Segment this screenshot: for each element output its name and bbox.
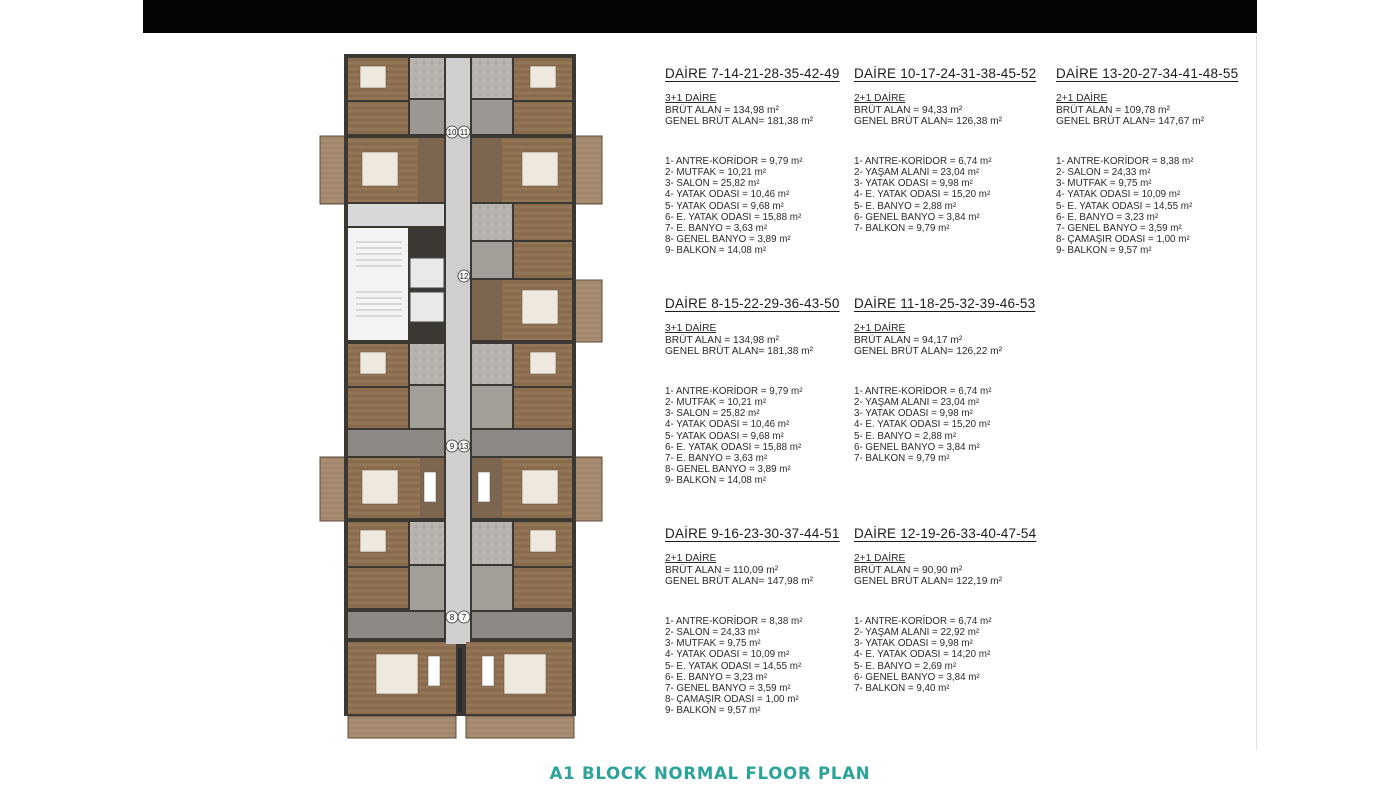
room-item: 8- ÇAMAŞIR ODASI = 1,00 m²	[1056, 234, 1190, 246]
unit-title: DAİRE 13-20-27-34-41-48-55	[1056, 66, 1239, 81]
room-item: 4- E. YATAK ODASI = 14,20 m²	[854, 649, 991, 661]
room-item: 3- YATAK ODASI = 9,98 m²	[854, 178, 973, 190]
room-item: 1- ANTRE-KORİDOR = 9,79 m²	[665, 385, 803, 397]
room-item: 3- MUTFAK = 9,75 m²	[1056, 178, 1152, 190]
room-item: 6- E. YATAK ODASI = 15,88 m²	[665, 441, 802, 453]
unit-title: DAİRE 9-16-23-30-37-44-51	[665, 526, 840, 541]
total-gross-area: GENEL BRÜT ALAN= 147,98 m²	[665, 576, 814, 588]
total-gross-area: GENEL BRÜT ALAN= 181,38 m²	[665, 116, 814, 128]
unit-type: 2+1 DAİRE	[1056, 93, 1108, 104]
unit-type: 2+1 DAİRE	[854, 553, 906, 564]
room-list	[854, 616, 1154, 694]
room-item: 5- E. BANYO = 2,88 m²	[854, 430, 957, 442]
room-item: 1- ANTRE-KORİDOR = 6,74 m²	[854, 385, 992, 397]
unit-marker-label: 8	[449, 613, 455, 622]
room-item: 9- BALKON = 14,08 m²	[665, 245, 767, 257]
unit-type: 2+1 DAİRE	[665, 553, 717, 564]
gross-area: BRÜT ALAN = 134,98 m²	[665, 334, 779, 346]
unit-marker-label: 9	[449, 442, 455, 451]
floor-plan-title: A1 BLOCK NORMAL FLOOR PLAN	[549, 764, 871, 783]
room-item: 6- GENEL BANYO = 3,84 m²	[854, 671, 980, 683]
gross-area: BRÜT ALAN = 134,98 m²	[665, 104, 779, 116]
unit-spec-block	[854, 526, 1154, 694]
room-item: 3- YATAK ODASI = 9,98 m²	[854, 638, 973, 650]
room-item: 6- GENEL BANYO = 3,84 m²	[854, 211, 980, 223]
room-item: 2- YAŞAM ALANI = 23,04 m²	[854, 166, 980, 178]
room-item: 4- E. YATAK ODASI = 15,20 m²	[854, 189, 991, 201]
room-item: 2- YAŞAM ALANI = 22,92 m²	[854, 626, 980, 638]
room-item: 5- E. BANYO = 2,69 m²	[854, 660, 957, 672]
unit-marker-label: 13	[459, 442, 469, 451]
gross-area: BRÜT ALAN = 90,90 m²	[854, 564, 963, 576]
room-item: 1- ANTRE-KORİDOR = 6,74 m²	[854, 615, 992, 627]
room-item: 3- SALON = 25,82 m²	[665, 408, 760, 420]
room-item: 9- BALKON = 9,57 m²	[665, 705, 761, 717]
room-item: 1- ANTRE-KORİDOR = 8,38 m²	[665, 615, 803, 627]
room-item: 6- E. YATAK ODASI = 15,88 m²	[665, 211, 802, 223]
room-item: 4- YATAK ODASI = 10,09 m²	[1056, 189, 1181, 201]
room-item: 6- GENEL BANYO = 3,84 m²	[854, 441, 980, 453]
gross-area: BRÜT ALAN = 109,78 m²	[1056, 104, 1170, 116]
unit-title: DAİRE 12-19-26-33-40-47-54	[854, 526, 1037, 541]
room-item: 4- YATAK ODASI = 10,09 m²	[665, 649, 790, 661]
room-item: 8- ÇAMAŞIR ODASI = 1,00 m²	[665, 694, 799, 706]
room-list	[854, 386, 1154, 464]
unit-title: DAİRE 8-15-22-29-36-43-50	[665, 296, 840, 311]
room-item: 7- GENEL BANYO = 3,59 m²	[665, 683, 791, 694]
room-item: 7- BALKON = 9,79 m²	[854, 453, 950, 464]
room-item: 3- MUTFAK = 9,75 m²	[665, 638, 761, 650]
room-item: 2- SALON = 24,33 m²	[1056, 166, 1151, 178]
room-list	[1056, 156, 1356, 257]
room-item: 6- E. BANYO = 3,23 m²	[1056, 211, 1159, 223]
room-item: 3- SALON = 25,82 m²	[665, 178, 760, 190]
gross-area: BRÜT ALAN = 94,33 m²	[854, 104, 963, 116]
unit-type: 2+1 DAİRE	[854, 323, 906, 334]
room-item: 7- BALKON = 9,40 m²	[854, 683, 950, 694]
room-item: 8- GENEL BANYO = 3,89 m²	[665, 234, 791, 246]
room-item: 6- E. BANYO = 3,23 m²	[665, 671, 768, 683]
room-item: 1- ANTRE-KORİDOR = 8,38 m²	[1056, 155, 1194, 167]
floor-plan-drawing	[318, 52, 604, 742]
total-gross-area: GENEL BRÜT ALAN= 126,22 m²	[854, 346, 1003, 358]
room-item: 4- YATAK ODASI = 10,46 m²	[665, 419, 790, 431]
total-gross-area: GENEL BRÜT ALAN= 126,38 m²	[854, 116, 1003, 128]
room-item: 5- E. YATAK ODASI = 14,55 m²	[665, 660, 802, 672]
room-item: 7- BALKON = 9,79 m²	[854, 223, 950, 234]
gross-area: BRÜT ALAN = 110,09 m²	[665, 564, 779, 576]
room-item: 3- YATAK ODASI = 9,98 m²	[854, 408, 973, 420]
room-item: 1- ANTRE-KORİDOR = 6,74 m²	[854, 155, 992, 167]
unit-spec-block	[854, 296, 1154, 464]
room-item: 2- SALON = 24,33 m²	[665, 626, 760, 638]
room-item: 8- GENEL BANYO = 3,89 m²	[665, 464, 791, 476]
unit-marker-label: 7	[461, 613, 467, 622]
floor-plan-svg	[318, 52, 604, 742]
room-item: 9- BALKON = 9,57 m²	[1056, 245, 1152, 257]
room-item: 4- E. YATAK ODASI = 15,20 m²	[854, 419, 991, 431]
unit-marker-label: 10	[447, 128, 457, 137]
room-item: 5- E. BANYO = 2,88 m²	[854, 200, 957, 212]
room-item: 5- E. YATAK ODASI = 14,55 m²	[1056, 200, 1193, 212]
gross-area: BRÜT ALAN = 94,17 m²	[854, 334, 963, 346]
top-black-bar	[143, 0, 1257, 33]
total-gross-area: GENEL BRÜT ALAN= 181,38 m²	[665, 346, 814, 358]
room-item: 7- GENEL BANYO = 3,59 m²	[1056, 223, 1182, 234]
room-item: 2- MUTFAK = 10,21 m²	[665, 166, 766, 178]
unit-marker-label: 12	[459, 272, 469, 281]
room-item: 7- E. BANYO = 3,63 m²	[665, 453, 768, 464]
room-item: 7- E. BANYO = 3,63 m²	[665, 223, 768, 234]
room-item: 9- BALKON = 14,08 m²	[665, 475, 767, 487]
room-item: 2- YAŞAM ALANI = 23,04 m²	[854, 396, 980, 408]
room-item: 4- YATAK ODASI = 10,46 m²	[665, 189, 790, 201]
unit-type: 3+1 DAİRE	[665, 93, 717, 104]
total-gross-area: GENEL BRÜT ALAN= 147,67 m²	[1056, 116, 1205, 128]
room-item: 5- YATAK ODASI = 9,68 m²	[665, 430, 784, 442]
unit-title: DAİRE 10-17-24-31-38-45-52	[854, 66, 1037, 81]
unit-title: DAİRE 11-18-25-32-39-46-53	[854, 296, 1036, 311]
room-item: 1- ANTRE-KORİDOR = 9,79 m²	[665, 155, 803, 167]
unit-marker-label: 11	[459, 128, 469, 137]
room-item: 2- MUTFAK = 10,21 m²	[665, 396, 766, 408]
unit-title: DAİRE 7-14-21-28-35-42-49	[665, 66, 840, 81]
total-gross-area: GENEL BRÜT ALAN= 122,19 m²	[854, 576, 1003, 588]
unit-type: 3+1 DAİRE	[665, 323, 717, 334]
room-item: 5- YATAK ODASI = 9,68 m²	[665, 200, 784, 212]
unit-spec-block	[1056, 66, 1356, 257]
unit-type: 2+1 DAİRE	[854, 93, 906, 104]
